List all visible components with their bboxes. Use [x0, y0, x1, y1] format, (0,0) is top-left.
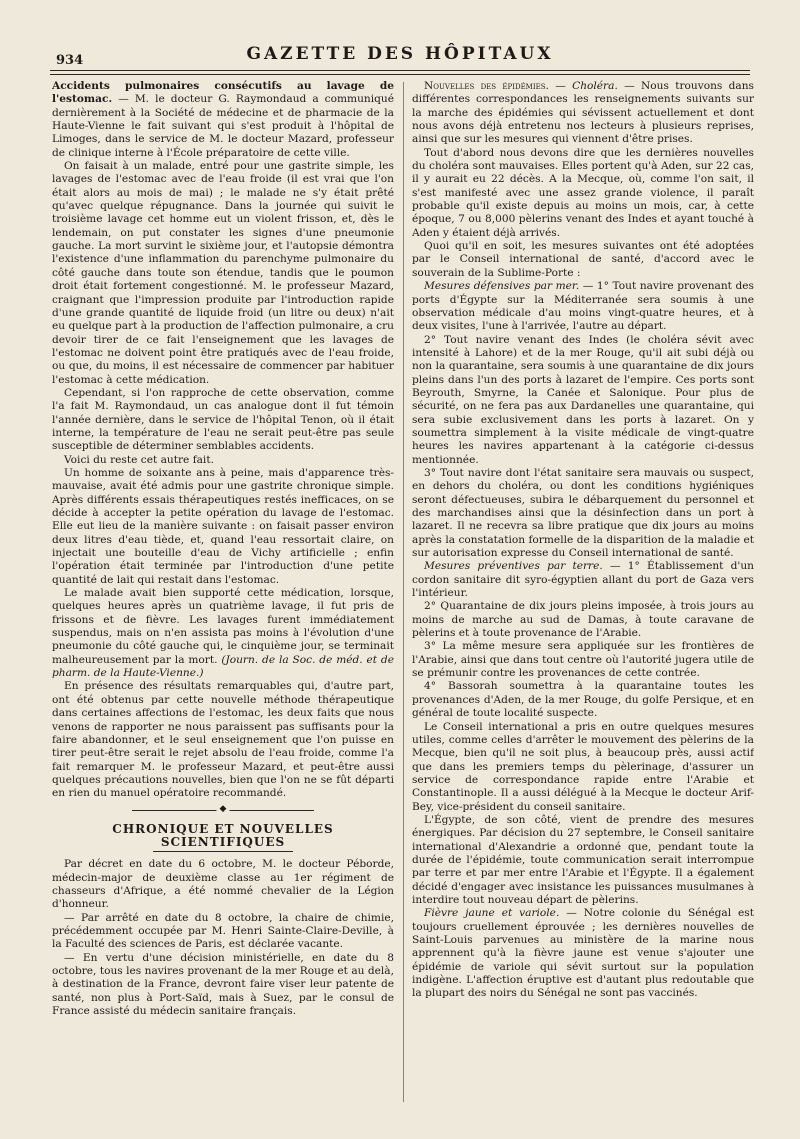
news-item: — Par arrêté en date du 8 octobre, la chaire de chimie, précédemment occupée par M. Henri Sainte-Claire-Deville, à la Faculté des sciences de Paris, est déclarée vacante. — [52, 911, 394, 951]
news-item: — En vertu d'une décision ministérielle, en date du 8 octobre, tous les navires provenant de la mer Rouge et au delà, à destination de la France, devront faire viser leur patente de santé, non plus à Port-Saïd, mais à Suez, par le consul de France assisté du médecin sanitaire français. — [52, 951, 394, 1018]
paragraph: En présence des résultats remarquables qui, d'autre part, ont été obtenus par cette nouvelle méthode thérapeutique dans certaines affections de l'estomac, les deux faits que nous venons de rapporter ne nous paraissent pas suffisants pour la faire abandonner, et le seul enseignement que l'on puisse en tirer peut-être serait le rejet absolu de l'eau froide, comme l'a fait remarquer M. le professeur Mazard, et peut-être aussi quelques précautions nouvelles, bien que l'on ne se fût départi en rien du manuel opératoire recommandé. — [52, 680, 394, 800]
subheading-fievre: Fièvre jaune et variole. — [424, 907, 560, 920]
paragraph: Un homme de soixante ans à peine, mais d'apparence très-mauvaise, avait été admis pour une gastrite chronique simple. Après différents essais thérapeutiques restés inefficaces, on se décide à accepter la petite opération du lavage de l'estomac. Elle eut lieu de la manière suivante : on faisait passer environ deux litres d'eau tiède, et, quand l'eau ressortait claire, on injectait une bouteille d'eau de Vichy artificielle ; enfin l'opération était terminée par l'introduction d'une petite quantité de lait qui restait dans l'estomac. — [52, 466, 394, 586]
paragraph: Quoi qu'il en soit, les mesures suivantes ont été adoptées par le Conseil international de santé, d'accord avec le souverain de la Sublime-Porte : — [412, 240, 754, 279]
right-column — [412, 80, 754, 1110]
paragraph: On faisait à un malade, entré pour une gastrite simple, les lavages de l'estomac avec de l'eau froide (il est vrai que l'on était alors au mois de mai) ; le malade ne s'y était prêté qu'avec quelque répugnance. Dans la journée qui suivit le troisième lavage cet homme eut un violent frisson, et, dès le lendemain, on put constater les signes d'une pneumonie gauche. La mort survint le sixième jour, et l'autopsie démontra l'existence d'une inflammation du parenchyme pulmonaire du côté gauche dans toute son étendue, tandis que le poumon droit était fortement congestionné. M. le professeur Mazard, craignant que l'impression produite par l'introduction rapide d'une grande quantité de liquide froid (un litre ou deux) n'ait eu quelque part à la production de l'affection pulmonaire, a cru devoir tirer de ce fait l'enseignement que les lavages de l'estomac ne doivent point être pratiqués avec de l'eau froide, ou que, du moins, il est nécessaire de commencer par habituer l'estomac à cette médication. — [52, 160, 394, 386]
header-rule-thin — [50, 74, 750, 75]
ornament-separator — [52, 801, 394, 819]
citation: (Journ. de la Soc. de méd. et de pharm. de la Haute-Vienne.) — [52, 653, 394, 680]
left-column — [52, 80, 394, 1110]
paragraph: Tout d'abord nous devons dire que les dernières nouvelles du choléra sont mauvaises. Elles portent qu'à Aden, sur 22 cas, il y aurait eu 22 décès. A la Mecque, où, comme l'on sait, il s'est manifesté avec une assez grande violence, il paraît probable qu'il existe depuis au moins un mois, car, à cette époque, 7 ou 8,000 pèlerins venant des Indes et ayant touché à Aden y étaient déjà arrivés. — [412, 146, 754, 239]
paragraph: — Nous trouvons dans différentes correspondances les renseignements suivants sur la marche des épidémies qui sévissent actuellement et dont nous avons déjà entretenu nos lecteurs à plusieurs reprises, ainsi que sur les mesures qui viennent d'être prises. — [412, 80, 754, 146]
page-number: 934 — [56, 53, 84, 68]
section-subject: Choléra. — [572, 80, 618, 92]
fievre-variole — [412, 907, 754, 1000]
page-header — [50, 40, 750, 70]
paragraph-with-citation — [52, 587, 394, 680]
subheading-defensive: Mesures défensives par mer. — [424, 280, 580, 293]
paragraph: Cependant, si l'on rapproche de cette observation, comme l'a fait M. Raymondaud, un cas analogue dont il fut témoin l'année dernière, dans le service de l'hôpital Tenon, où il était interne, la température de l'eau ne serait peut-être pas seule susceptible de déterminer semblables accidents. — [52, 386, 394, 453]
article-title: Accidents pulmonaires consécutifs au lavage de l'estomac. — [52, 80, 394, 106]
epidemics-intro: Nouvelles des épidémies. — Choléra. — Nous trouvons dans différentes correspondances les renseignements suivants sur la marche des épidémies qui sévissent actuellement et dont nous avons déjà entretenu nos lecteurs à plusieurs reprises, ainsi que sur les mesures qui viennent d'être prises. — [412, 80, 754, 146]
paragraph: L'Égypte, de son côté, vient de prendre des mesures énergiques. Par décision du 27 septembre, le Conseil sanitaire international d'Alexandrie a ordonné que, pendant toute la durée de l'épidémie, toute communication serait interrompue par terre et par mer entre l'Arabie et l'Égypte. Il a également décidé d'engager avec insistance les puissances musulmanes à interdire tout nouveau départ de pèlerins. — [412, 813, 754, 906]
article-lavage-intro — [52, 80, 394, 160]
header-rule — [50, 70, 750, 71]
paragraph: 3° La même mesure sera appliquée sur les frontières de l'Arabie, ainsi que dans tout centre où l'autorité jugera utile de se prémunir contre les provenances de cette contrée. — [412, 640, 754, 680]
paragraph: Voici du reste cet autre fait. — [64, 453, 214, 466]
section-title-chronique: CHRONIQUE ET NOUVELLES SCIENTIFIQUES — [112, 821, 334, 849]
paragraph: 2° Tout navire venant des Indes (le choléra sévit avec intensité à Lahore) et de la mer Rouge, qu'il ait subi déjà ou non la quarantaine, sera soumis à une quarantaine de dix jours pleins dans l'un des ports à lazaret de l'empire. Ces ports sont Beyrouth, Smyrne, la Canée et Salonique. Pour plus de sécurité, on ne fera pas aux Dardanelles une quarantaine, qui sera subie exclusivement dans les ports à lazaret. On y soumettra simplement à la visite médicale de vingt-quatre heures les navires appartenant à la catégorie ci-dessus mentionnée. — [412, 333, 754, 466]
section-rule — [153, 851, 293, 852]
section-heading: Nouvelles des épidémies. — [424, 80, 549, 92]
subheading-preventive: Mesures préventives par terre. — [424, 560, 603, 573]
paragraph: 3° Tout navire dont l'état sanitaire sera mauvais ou suspect, en dehors du choléra, ou dont les conditions hygiéniques seront défectueuses, subira le débarquement du personnel et des marchandises ainsi que la désinfection dans un port à lazaret. Il ne recevra sa libre pratique que dix jours au moins après la constatation formelle de la disparition de la maladie et sur autorisation expresse du Conseil international de santé. — [412, 466, 754, 560]
paragraph: — M. le docteur G. Raymondaud a communiqué dernièrement à la Société de médecine et de pharmacie de la Haute-Vienne le fait suivant qui s'est produit à l'hôpital de Limoges, dans le service de M. le docteur Mazard, professeur de clinique interne à l'École préparatoire de cette ville. — [52, 93, 394, 159]
paragraph: — 1° Établissement d'un cordon sanitaire dit syro-égyptien allant du port de Gaza vers l'intérieur. — [412, 560, 754, 600]
preventive-measures-1 — [412, 560, 754, 600]
journal-title: GAZETTE DES HÔPITAUX — [246, 44, 554, 64]
column-divider — [403, 82, 404, 1102]
paragraph: 4° Bassorah soumettra à la quarantaine toutes les provenances d'Aden, de la mer Rouge, du golfe Persique, et en général de toute localité suspecte. — [412, 680, 754, 720]
paragraph: Le malade avait bien supporté cette médication, lorsque, quelques heures après un quatrième lavage, il fut pris de frissons et de fièvre. Les lavages furent immédiatement suspendus, mais on n'en assista pas moins à l'évolution d'une pneumonie du côté gauche qui, le cinquième jour, se terminait malheureusement par la mort. — [52, 587, 394, 666]
news-item: Par décret en date du 6 octobre, M. le docteur Péborde, médecin-major de deuxième classe au 1er régiment de chasseurs d'Afrique, a été nommé chevalier de la Légion d'honneur. — [52, 858, 394, 911]
paragraph: 2° Quarantaine de dix jours pleins imposée, à trois jours au moins de marche au sud de Damas, à toute caravane de pèlerins et à toute provenance de l'Arabie. — [412, 600, 754, 640]
paragraph: — 1° Tout navire provenant des ports d'Égypte sur la Méditerranée sera soumis à une observation médicale d'au moins vingt-quatre heures, et à deux visites, l'une à l'arrivée, l'autre au départ. — [412, 280, 754, 333]
paragraph: Le Conseil international a pris en outre quelques mesures utiles, comme celles d'arrêter le mouvement des pèlerins de la Mecque, bien qu'il ne soit plus, à beaucoup près, aussi actif que dans les premiers temps du pèlerinage, d'assurer un service de correspondance rapide entre l'Arabie et Constantinople. Il a aussi délégué à la Mecque le docteur Arif-Bey, vice-président du conseil sanitaire. — [412, 720, 754, 813]
paragraph: — Notre colonie du Sénégal est toujours cruellement éprouvée ; les dernières nouvelles de Saint-Louis parvenues au ministère de la marine nous apprennent qu'à la fièvre jaune est venue s'ajouter une épidémie de variole qui sévit surtout sur la population indigène. L'affection éruptive est d'autant plus redoutable que la plupart des noirs du Sénégal ne sont pas vaccinés. — [412, 907, 754, 1000]
defensive-measures-1 — [412, 280, 754, 333]
